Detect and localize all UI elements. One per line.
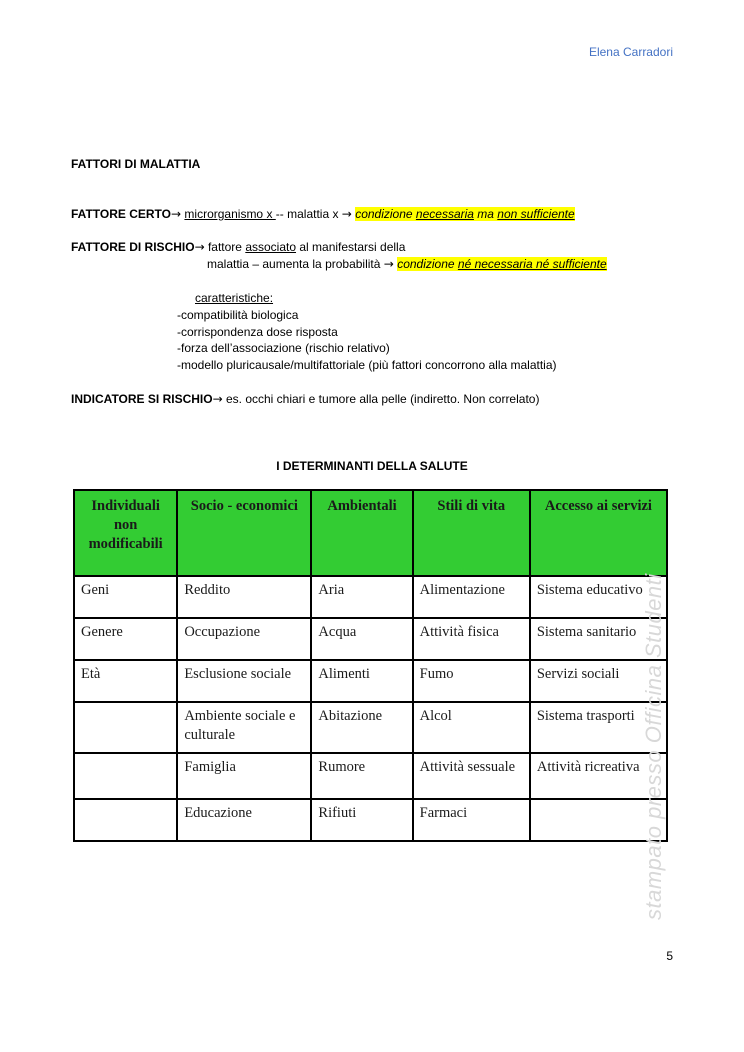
indicatore-line: INDICATORE SI RISCHIO→ es. occhi chiari e tumore alla pelle (indiretto. Non correlato) (71, 392, 540, 406)
table-cell: Genere (74, 618, 177, 660)
author-name: Elena Carradori (588, 45, 673, 59)
table-cell: Servizi sociali (530, 660, 667, 702)
table-cell: Abitazione (311, 702, 412, 753)
table-cell (74, 799, 177, 841)
table-cell: Geni (74, 576, 177, 618)
table-cell: Fumo (413, 660, 530, 702)
table-header: Stili di vita (413, 490, 530, 576)
table-cell: Reddito (177, 576, 311, 618)
highlight-condition: condizione necessaria ma non sufficiente (355, 207, 575, 221)
table-row (74, 576, 667, 618)
table-cell (74, 702, 177, 753)
table-cell: Sistema sanitario (530, 618, 667, 660)
indicatore-label: INDICATORE SI RISCHIO (71, 392, 213, 406)
table-title: I DETERMINANTI DELLA SALUTE (276, 459, 468, 473)
table-row (74, 799, 667, 841)
table-header: Socio - economici (177, 490, 311, 576)
table-cell: Sistema trasporti (530, 702, 667, 753)
fattore-rischio-label: FATTORE DI RISCHIO (71, 240, 195, 254)
cause-text: microrganismo x (184, 207, 276, 221)
table-cell: Attività ricreativa (530, 753, 667, 799)
table-cell: Famiglia (177, 753, 311, 799)
determinants-table (73, 489, 668, 842)
table-header: Accesso ai servizi (530, 490, 667, 576)
mid-text: -- malattia x (275, 207, 342, 221)
table-cell: Educazione (177, 799, 311, 841)
arrow-icon: → (194, 240, 205, 254)
fattore-certo-label: FATTORE CERTO (71, 207, 172, 221)
caratteristiche-item: -corrispondenza dose risposta (177, 325, 338, 339)
watermark: stampato presso Officina Studenti (641, 573, 666, 920)
table-cell: Alimentazione (413, 576, 530, 618)
table-header: Ambientali (311, 490, 412, 576)
arrow-icon: → (212, 392, 223, 406)
arrow-icon: → (171, 207, 182, 221)
fattore-rischio-line: FATTORE DI RISCHIO→ fattore associato al manifestarsi della (71, 240, 406, 254)
table-cell: Rumore (311, 753, 412, 799)
table-cell: Rifiuti (311, 799, 412, 841)
arrow-icon: → (383, 257, 394, 271)
section-title: FATTORI DI MALATTIA (71, 157, 201, 171)
caratteristiche-item: -forza dell’associazione (rischio relativo) (177, 341, 390, 355)
table-cell: Aria (311, 576, 412, 618)
table-cell: Attività sessuale (413, 753, 530, 799)
table-cell: Alcol (413, 702, 530, 753)
table-cell: Occupazione (177, 618, 311, 660)
caratteristiche-title: caratteristiche: (195, 291, 274, 305)
table-cell: Alimenti (311, 660, 412, 702)
table-row (74, 618, 667, 660)
table-row (74, 753, 667, 799)
table-cell: Sistema educativo (530, 576, 667, 618)
caratteristiche-item: -modello pluricausale/multifattoriale (più fattori concorrono alla malattia) (177, 358, 557, 372)
table-cell: Ambiente sociale e culturale (177, 702, 311, 753)
table-cell: Farmaci (413, 799, 530, 841)
table-header: Individuali non modificabili (74, 490, 177, 576)
fattore-certo-line (71, 207, 575, 221)
table-cell: Età (74, 660, 177, 702)
table-cell (74, 753, 177, 799)
highlight-condition-2: condizione né necessaria né sufficiente (397, 257, 607, 271)
table-cell: Acqua (311, 618, 412, 660)
table-cell: Attività fisica (413, 618, 530, 660)
fattore-rischio-line2: malattia – aumenta la probabilità → condizione né necessaria né sufficiente (207, 257, 607, 271)
page-number: 5 (666, 949, 673, 963)
table-row (74, 702, 667, 753)
table-cell: Esclusione sociale (177, 660, 311, 702)
arrow-icon: → (341, 207, 352, 221)
associato-text: associato (245, 240, 297, 254)
table-row (74, 660, 667, 702)
table-header-row (74, 490, 667, 576)
caratteristiche-item: -compatibilità biologica (177, 308, 299, 322)
